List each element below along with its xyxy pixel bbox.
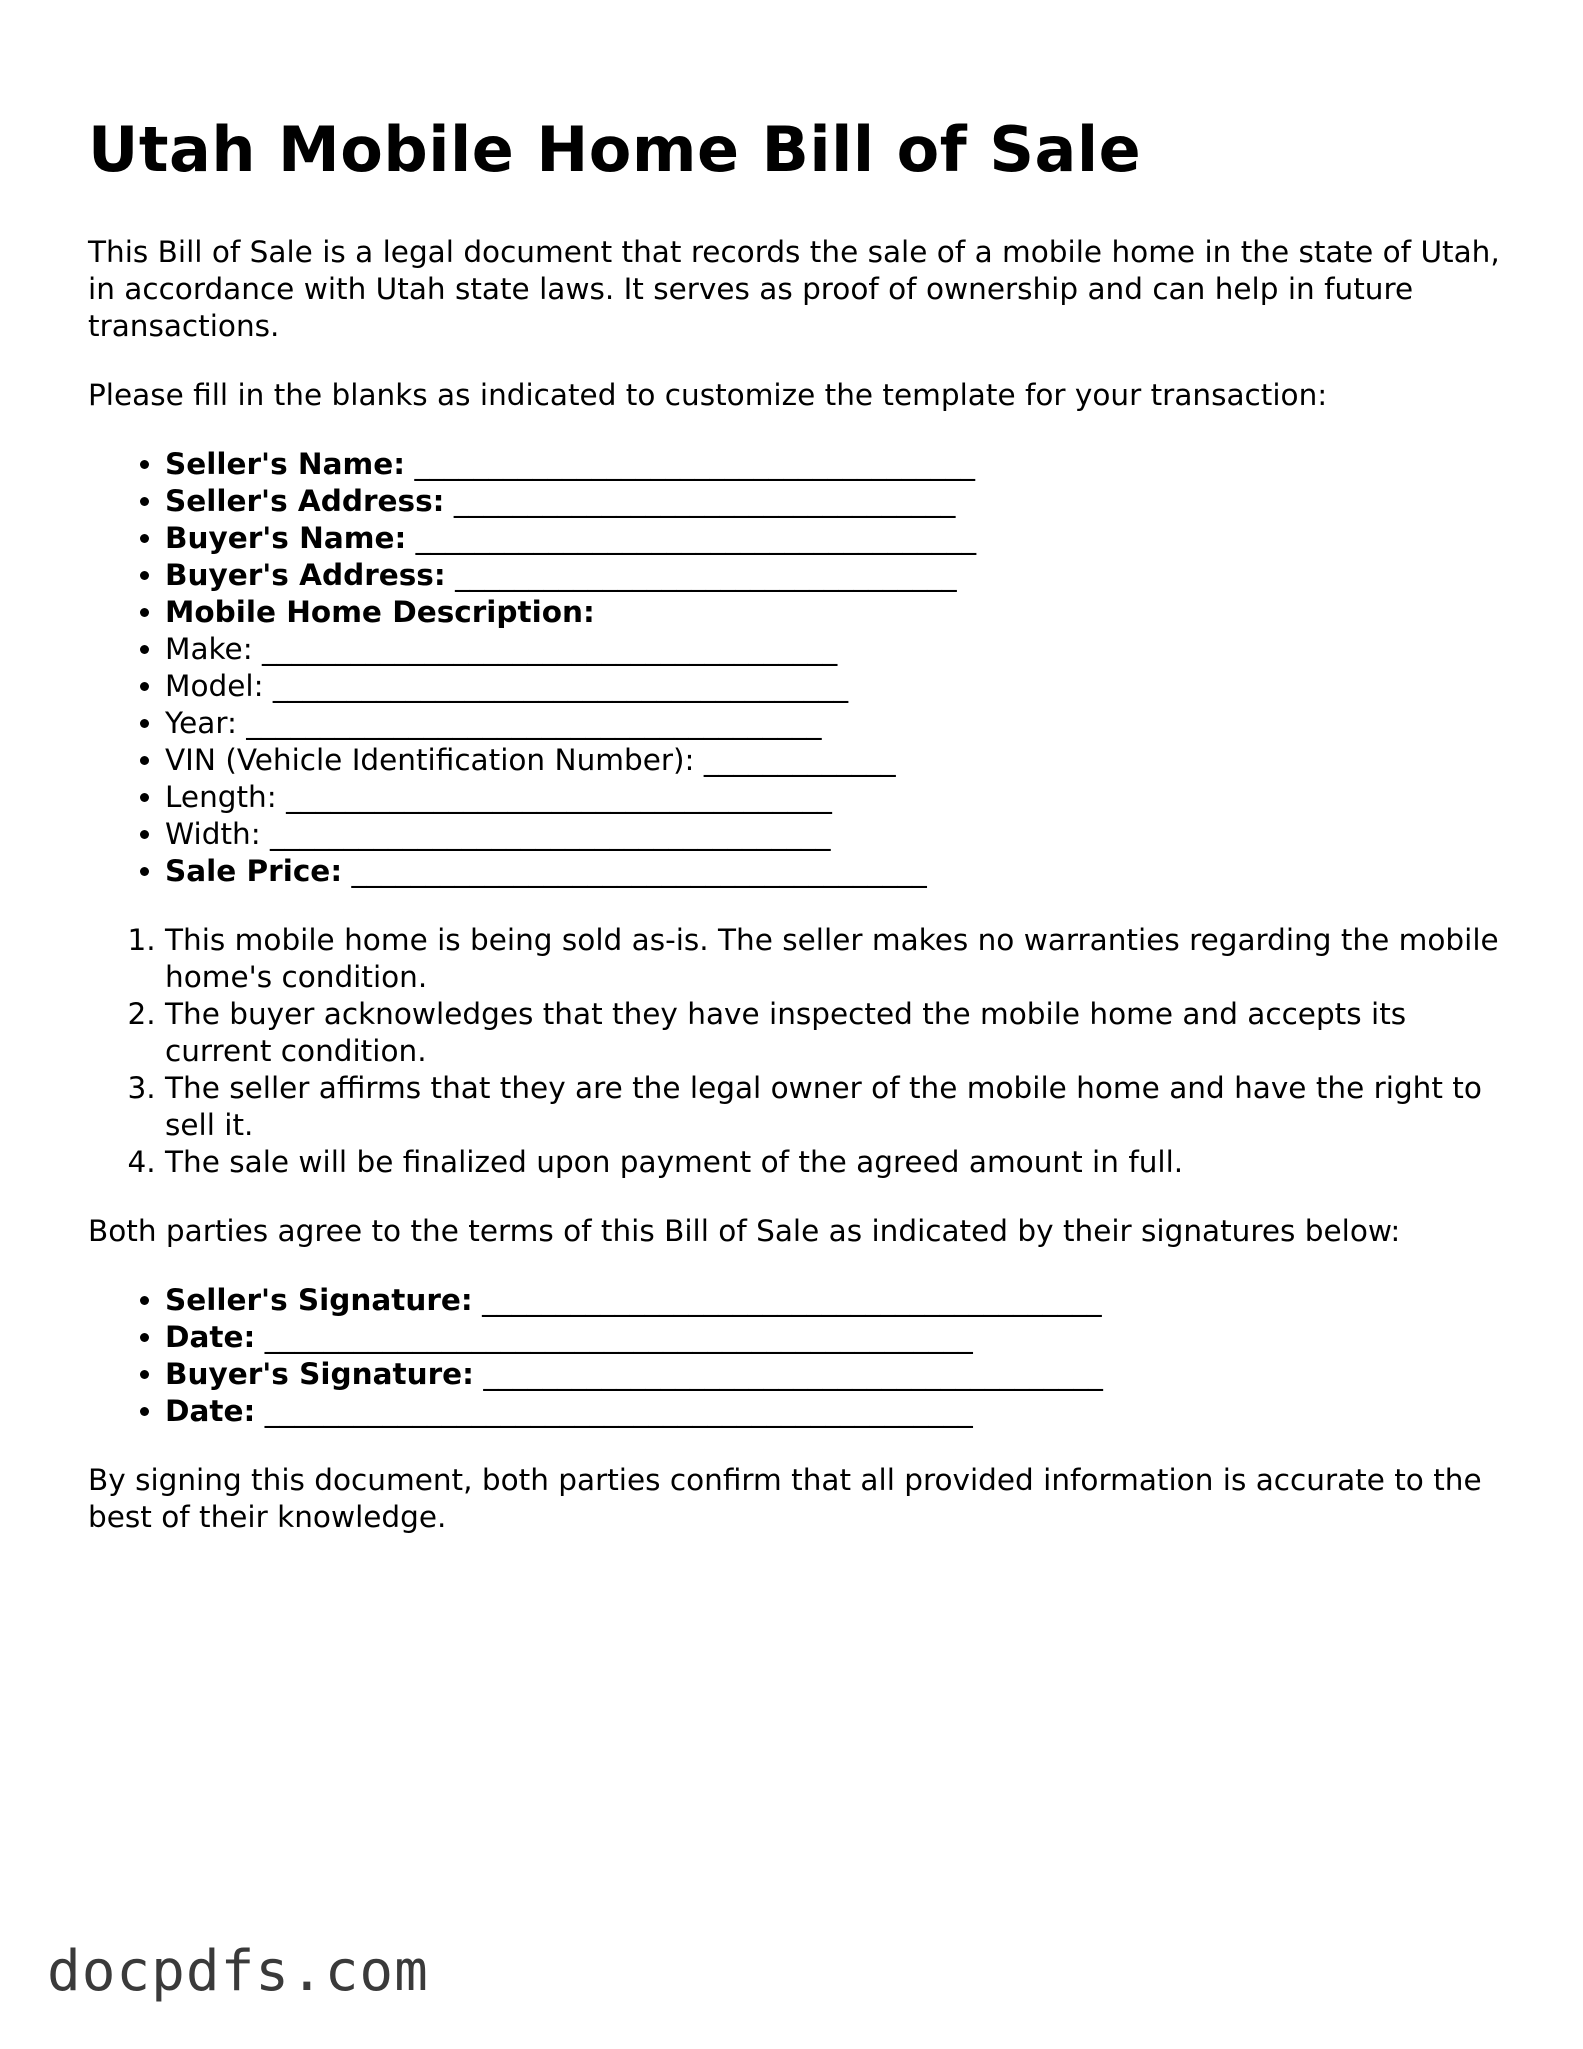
- field-blank[interactable]: __________________________________: [453, 484, 956, 518]
- field-sellers-address: [165, 483, 1508, 520]
- signature-blank[interactable]: __________________________________________: [483, 1357, 1103, 1391]
- field-blank[interactable]: __________________________________: [455, 558, 957, 592]
- intro-paragraph: This Bill of Sale is a legal document that records the sale of a mobile home in the state of Utah, in accordance with Utah state laws. It serves as proof of ownership and can help in future transactions.: [88, 235, 1500, 343]
- field-blank[interactable]: _____________________________________: [286, 780, 832, 814]
- field-blank[interactable]: _______________________________________: [351, 854, 927, 888]
- signature-seller-date: [165, 1319, 1508, 1356]
- field-year: [165, 705, 1508, 742]
- watermark-text: docpdfs.com: [47, 1939, 429, 2004]
- field-label: Length:: [165, 780, 277, 814]
- field-blank[interactable]: ______________________________________: [415, 521, 977, 555]
- terms-list: [88, 922, 1508, 1181]
- field-blank[interactable]: _____________: [703, 743, 896, 777]
- signature-buyer-date: [165, 1393, 1508, 1430]
- closing-paragraph: By signing this document, both parties confirm that all provided information is accurate to the best of their knowledge.: [88, 1463, 1482, 1534]
- field-blank[interactable]: _______________________________________: [272, 669, 849, 703]
- field-blank[interactable]: ______________________________________: [270, 817, 831, 851]
- signature-label: Buyer's Signature:: [165, 1357, 474, 1391]
- field-blank[interactable]: _______________________________________: [246, 706, 822, 740]
- signature-blank[interactable]: __________________________________________: [482, 1283, 1102, 1317]
- instruction-paragraph: Please fill in the blanks as indicated to customize the template for your transaction:: [88, 378, 1328, 412]
- field-width: [165, 816, 1508, 853]
- field-sale-price: [165, 853, 1508, 890]
- signature-blank[interactable]: ________________________________________________: [264, 1320, 973, 1354]
- field-sellers-name: [165, 446, 1508, 483]
- term-item: 1. This mobile home is being sold as-is. The seller makes no warranties regarding the mobile home's condition.: [165, 922, 1508, 996]
- field-buyers-address: [165, 557, 1508, 594]
- signature-label: Seller's Signature:: [165, 1283, 473, 1317]
- signature-seller: [165, 1282, 1508, 1319]
- field-vin: [165, 742, 1508, 779]
- field-buyers-name: [165, 520, 1508, 557]
- field-label: Sale Price:: [165, 854, 343, 888]
- term-item: 4. The sale will be finalized upon payment of the agreed amount in full.: [165, 1144, 1508, 1181]
- field-label: Seller's Name:: [165, 447, 406, 481]
- field-label: VIN (Vehicle Identification Number):: [165, 743, 695, 777]
- field-model: [165, 668, 1508, 705]
- signature-label: Date:: [165, 1320, 256, 1354]
- field-blank[interactable]: ______________________________________: [414, 447, 975, 481]
- field-label: Width:: [165, 817, 261, 851]
- field-label: Buyer's Address:: [165, 558, 446, 592]
- signature-blank[interactable]: ________________________________________________: [264, 1394, 973, 1428]
- field-label: Model:: [165, 669, 264, 703]
- field-label: Mobile Home Description:: [165, 595, 595, 629]
- fields-list: [88, 446, 1508, 890]
- signature-label: Date:: [165, 1394, 256, 1428]
- field-make: [165, 631, 1508, 668]
- field-label: Buyer's Name:: [165, 521, 407, 555]
- signatures-list: [88, 1282, 1508, 1430]
- field-label: Year:: [165, 706, 237, 740]
- field-blank[interactable]: _______________________________________: [262, 632, 838, 666]
- document-title: Utah Mobile Home Bill of Sale: [88, 113, 1142, 186]
- term-item: 2. The buyer acknowledges that they have inspected the mobile home and accepts its current condition.: [165, 996, 1508, 1070]
- field-label: Make:: [165, 632, 253, 666]
- field-mobile-home-description: [165, 594, 1508, 631]
- field-label: Seller's Address:: [165, 484, 445, 518]
- document-page: [88, 106, 1508, 1568]
- signature-buyer: [165, 1356, 1508, 1393]
- agreement-paragraph: Both parties agree to the terms of this Bill of Sale as indicated by their signatures below:: [88, 1214, 1401, 1248]
- field-length: [165, 779, 1508, 816]
- term-item: 3. The seller affirms that they are the legal owner of the mobile home and have the right to sell it.: [165, 1070, 1508, 1144]
